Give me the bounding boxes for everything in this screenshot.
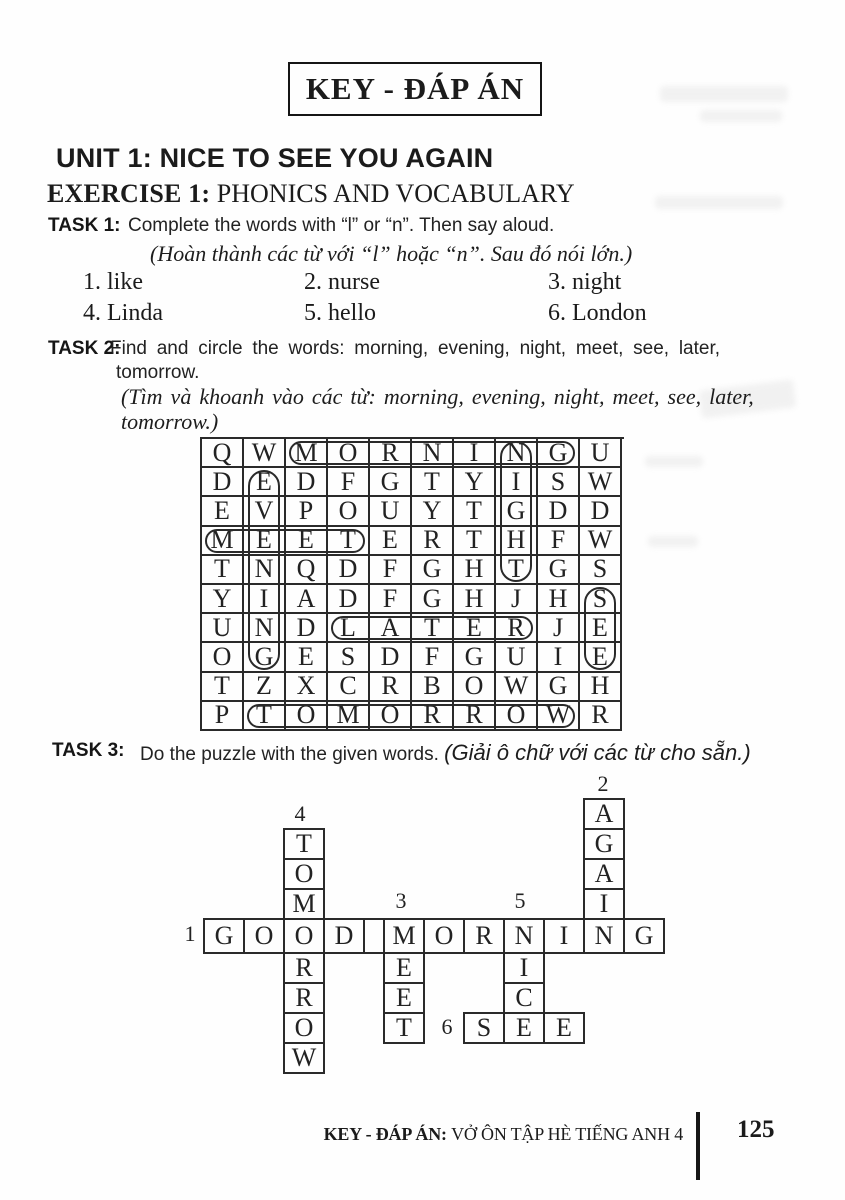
wordsearch-cell: G	[538, 439, 580, 468]
wordsearch-cell: N	[496, 439, 538, 468]
wordsearch-cell: U	[202, 614, 244, 643]
page-number: 125	[737, 1116, 775, 1143]
showthrough-mark	[660, 86, 788, 102]
task1-answer: 2. nurse	[304, 269, 380, 295]
wordsearch-cell: F	[538, 527, 580, 556]
task2-text-vi-line2: tomorrow.)	[121, 409, 219, 434]
wordsearch-cell: R	[580, 702, 622, 731]
wordsearch-cell: T	[454, 527, 496, 556]
wordsearch-cell: F	[370, 585, 412, 614]
wordsearch-cell: H	[538, 585, 580, 614]
answer-circle-evening	[248, 470, 280, 669]
wordsearch-cell: U	[496, 643, 538, 672]
crossword-cell: I	[543, 918, 585, 954]
wordsearch-cell: D	[202, 468, 244, 497]
wordsearch-cell: C	[328, 673, 370, 702]
task2-text-line1: Find and circle the words: morning, evening, night, meet, see, later,	[110, 338, 721, 359]
crossword-cell: N	[503, 918, 545, 954]
wordsearch-cell: S	[580, 585, 622, 614]
wordsearch-cell: W	[496, 673, 538, 702]
crossword-cell: D	[323, 918, 365, 954]
crossword-cell: O	[423, 918, 465, 954]
wordsearch-cell: A	[286, 585, 328, 614]
crossword-clue-number: 6	[441, 1014, 453, 1039]
wordsearch-cell: R	[370, 673, 412, 702]
wordsearch-cell: F	[370, 556, 412, 585]
crossword-cell: R	[283, 982, 325, 1014]
crossword-cell	[363, 918, 385, 954]
wordsearch-cell: H	[496, 527, 538, 556]
crossword-cell: M	[383, 918, 425, 954]
crossword-cell: S	[463, 1012, 505, 1044]
exercise-heading	[47, 179, 575, 209]
wordsearch-cell: G	[412, 556, 454, 585]
wordsearch-cell: X	[286, 673, 328, 702]
crossword-cell: G	[583, 828, 625, 860]
footer-key-label: KEY - ĐÁP ÁN:	[323, 1124, 452, 1144]
wordsearch-cell: Q	[202, 439, 244, 468]
task1-answer: 1. like	[83, 269, 143, 295]
showthrough-mark	[645, 456, 703, 467]
crossword-cell: A	[583, 858, 625, 890]
wordsearch-cell: O	[496, 702, 538, 731]
wordsearch-cell: O	[202, 643, 244, 672]
wordsearch-cell: E	[370, 527, 412, 556]
crossword-cell: E	[383, 952, 425, 984]
exercise-title: PHONICS AND VOCABULARY	[210, 179, 575, 208]
wordsearch-cell: P	[286, 497, 328, 526]
wordsearch-cell: H	[454, 585, 496, 614]
wordsearch-cell: E	[580, 614, 622, 643]
wordsearch-cell: T	[496, 556, 538, 585]
wordsearch-cell: H	[580, 673, 622, 702]
wordsearch-cell: M	[328, 702, 370, 731]
crossword-cell: W	[283, 1042, 325, 1074]
wordsearch-cell: E	[454, 614, 496, 643]
wordsearch-cell: W	[244, 439, 286, 468]
wordsearch-cell: T	[202, 556, 244, 585]
crossword-cell: G	[623, 918, 665, 954]
crossword-cell: R	[283, 952, 325, 984]
crossword-cell: E	[503, 1012, 545, 1044]
task2-text-vi-line1: (Tìm và khoanh vào các từ: morning, evening, night, meet, see, later,	[121, 384, 754, 409]
wordsearch-cell: I	[538, 643, 580, 672]
wordsearch-cell: N	[412, 439, 454, 468]
crossword-clue-number: 2	[597, 771, 609, 796]
crossword-cell: E	[383, 982, 425, 1014]
task1-text-vi: (Hoàn thành các từ với “l” hoặc “n”. Sau đó nói lớn.)	[150, 241, 633, 266]
wordsearch-cell: S	[580, 556, 622, 585]
wordsearch-cell: R	[370, 439, 412, 468]
crossword-clue-number: 4	[294, 801, 306, 826]
wordsearch-cell: E	[202, 497, 244, 526]
answer-circle-later	[331, 616, 533, 640]
answer-circle-see	[584, 587, 616, 670]
wordsearch-cell: M	[202, 527, 244, 556]
task1-answer: 3. night	[548, 269, 622, 295]
wordsearch-cell: O	[286, 702, 328, 731]
crossword-cell: C	[503, 982, 545, 1014]
wordsearch-cell: D	[328, 556, 370, 585]
wordsearch-cell: E	[580, 643, 622, 672]
wordsearch-cell: G	[244, 643, 286, 672]
wordsearch-cell: P	[202, 702, 244, 731]
crossword-cell: A	[583, 798, 625, 830]
wordsearch-cell: Z	[244, 673, 286, 702]
wordsearch-cell: T	[328, 527, 370, 556]
wordsearch-cell: T	[454, 497, 496, 526]
crossword-cell: O	[283, 858, 325, 890]
answer-circle-meet	[205, 529, 365, 553]
task3-text-vi: (Giải ô chữ với các từ cho sẵn.)	[444, 740, 751, 765]
task2-text-line2: tomorrow.	[116, 362, 200, 383]
crossword-cell: M	[283, 888, 325, 920]
wordsearch-cell: G	[370, 468, 412, 497]
wordsearch-cell: B	[412, 673, 454, 702]
wordsearch-cell: E	[244, 527, 286, 556]
task1-answer: 6. London	[548, 300, 647, 326]
exercise-label: EXERCISE 1:	[47, 179, 211, 208]
wordsearch-cell: W	[538, 702, 580, 731]
answer-circle-night	[500, 441, 532, 582]
wordsearch-cell: W	[580, 468, 622, 497]
wordsearch-cell: G	[454, 643, 496, 672]
crossword-cell: T	[283, 828, 325, 860]
wordsearch-cell: O	[328, 497, 370, 526]
wordsearch-cell: Y	[454, 468, 496, 497]
wordsearch-cell: E	[244, 468, 286, 497]
footer-book-title: VỞ ÔN TẬP HÈ TIẾNG ANH 4	[451, 1124, 683, 1144]
wordsearch-cell: G	[412, 585, 454, 614]
wordsearch-cell: T	[244, 702, 286, 731]
crossword-clue-number: 5	[514, 888, 526, 913]
wordsearch-cell: I	[454, 439, 496, 468]
crossword-clue-number: 1	[184, 921, 196, 946]
wordsearch-cell: Y	[412, 497, 454, 526]
wordsearch-cell: O	[370, 702, 412, 731]
wordsearch-cell: J	[538, 614, 580, 643]
wordsearch-cell: Q	[286, 556, 328, 585]
wordsearch-cell: R	[454, 702, 496, 731]
crossword-cell: R	[463, 918, 505, 954]
wordsearch-cell: G	[538, 673, 580, 702]
crossword-cell: N	[583, 918, 625, 954]
crossword-cell: I	[503, 952, 545, 984]
showthrough-mark	[700, 110, 782, 122]
wordsearch-cell: F	[412, 643, 454, 672]
crossword-cell: O	[283, 918, 325, 954]
wordsearch-cell: D	[286, 468, 328, 497]
wordsearch-cell: R	[496, 614, 538, 643]
wordsearch-cell: R	[412, 702, 454, 731]
wordsearch-cell: S	[538, 468, 580, 497]
crossword-cell: O	[283, 1012, 325, 1044]
wordsearch-cell: O	[454, 673, 496, 702]
wordsearch-cell: T	[412, 614, 454, 643]
crossword-cell: G	[203, 918, 245, 954]
wordsearch-cell: G	[538, 556, 580, 585]
crossword-cell: T	[383, 1012, 425, 1044]
footer-divider-bar	[696, 1112, 700, 1180]
crossword-cell: I	[583, 888, 625, 920]
wordsearch-cell: H	[454, 556, 496, 585]
wordsearch-cell: W	[580, 527, 622, 556]
task2-label: TASK 2:	[48, 338, 121, 359]
wordsearch-cell: N	[244, 614, 286, 643]
wordsearch-cell: T	[412, 468, 454, 497]
wordsearch-cell: D	[538, 497, 580, 526]
wordsearch-cell: M	[286, 439, 328, 468]
wordsearch-cell: D	[286, 614, 328, 643]
wordsearch-cell: I	[496, 468, 538, 497]
wordsearch-cell: D	[328, 585, 370, 614]
crossword-cell: O	[243, 918, 285, 954]
showthrough-mark	[648, 536, 698, 547]
task3-text	[140, 740, 751, 766]
wordsearch-cell: N	[244, 556, 286, 585]
wordsearch-cell: T	[202, 673, 244, 702]
task3-text-en: Do the puzzle with the given words.	[140, 744, 445, 765]
wordsearch	[200, 437, 624, 733]
task1-label: TASK 1:	[48, 215, 121, 236]
wordsearch-cell: S	[328, 643, 370, 672]
crossword-clue-number: 3	[395, 888, 407, 913]
answer-circle-morning	[289, 441, 575, 465]
showthrough-mark	[655, 196, 783, 209]
task1-answer: 4. Linda	[83, 300, 163, 326]
wordsearch-cell: I	[244, 585, 286, 614]
wordsearch-cell: U	[370, 497, 412, 526]
unit-heading: UNIT 1: NICE TO SEE YOU AGAIN	[56, 143, 494, 173]
wordsearch-cell: U	[580, 439, 622, 468]
wordsearch-cell: A	[370, 614, 412, 643]
wordsearch-cell: Y	[202, 585, 244, 614]
task1-text: Complete the words with “l” or “n”. Then say aloud.	[128, 215, 555, 236]
wordsearch-cell: F	[328, 468, 370, 497]
answer-circle-tomorrow	[247, 704, 575, 728]
footer	[324, 1124, 683, 1145]
wordsearch-cell: L	[328, 614, 370, 643]
wordsearch-cell: G	[496, 497, 538, 526]
crossword-cell: E	[543, 1012, 585, 1044]
task1-answer: 5. hello	[304, 300, 376, 326]
wordsearch-cell: V	[244, 497, 286, 526]
page-title: KEY - ĐÁP ÁN	[305, 71, 525, 106]
page-title-box	[288, 62, 542, 116]
wordsearch-cell: E	[286, 643, 328, 672]
wordsearch-cell: J	[496, 585, 538, 614]
wordsearch-cell: E	[286, 527, 328, 556]
wordsearch-cell: D	[370, 643, 412, 672]
task3-label: TASK 3:	[52, 740, 125, 761]
wordsearch-cell: D	[580, 497, 622, 526]
wordsearch-cell: R	[412, 527, 454, 556]
wordsearch-cell: O	[328, 439, 370, 468]
